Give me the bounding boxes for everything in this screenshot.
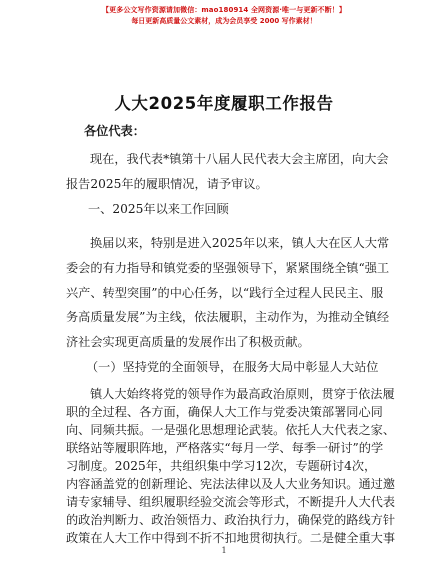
body-line: 的政治判断力、政治领悟力、政治执行力，确保党的路线方针 xyxy=(66,513,396,527)
body-line: 内容涵盖党的创新理论、宪法法律以及人大业务知识。通过邀 xyxy=(66,477,396,491)
body-line: 换届以来，特别是进入2025年以来，镇人大在区人大常 xyxy=(90,236,390,250)
page-number: 1 xyxy=(221,546,227,555)
subsection-heading: （一）坚持党的全面领导，在服务大局中彰显人大站位 xyxy=(86,360,379,374)
body-line: 政策在人大工作中得到不折不扣地贯彻执行。二是健全重大事 xyxy=(66,531,396,545)
body-line: 习制度。2025年，共组织集中学习12次，专题研讨4次， xyxy=(66,459,377,473)
body-line: 济社会实现更高质量的发展作出了积极贡献。 xyxy=(66,335,310,349)
body-line: 镇人大始终将党的领导作为最高政治原则，贯穿于依法履 xyxy=(90,387,395,401)
body-line: 报告2025年的履职情况，请予审议。 xyxy=(66,177,268,191)
body-line: 现在，我代表*镇第十八届人民代表大会主席团，向大会 xyxy=(90,152,389,166)
promo-banner xyxy=(0,6,448,26)
body-line: 联络站等履职阵地，严格落实“每月一学、每季一研讨”的学 xyxy=(66,441,384,455)
body-line: 请专家辅导、组织履职经验交流会等形式，不断提升人大代表 xyxy=(66,495,396,509)
body-line: 务高质量发展”为主线，依法履职，主动作为，为推动全镇经 xyxy=(66,310,390,324)
body-line: 兴产、转型突围”的中心任务，以“践行全过程人民民主、服 xyxy=(66,286,384,300)
body-line: 向、同频共振。一是强化思想理论武装。依托人大代表之家、 xyxy=(66,423,396,437)
promo-banner-line2: 每日更新高质量公文素材，成为会员享受 2000 写作素材！ xyxy=(131,17,317,25)
document-title: 人大2025年度履职工作报告 xyxy=(114,94,334,113)
body-line: 委会的有力指导和镇党委的坚强领导下，紧紧围绕全镇“强工 xyxy=(66,261,390,275)
salutation: 各位代表： xyxy=(84,124,145,138)
body-line: 职的全过程、各方面，确保人大工作与党委决策部署同心同 xyxy=(66,405,383,419)
section-heading: 一、2025年以来工作回顾 xyxy=(88,202,229,216)
promo-banner-line1: 【更多公文写作资源请加微信：mao180914 全网资源·唯一与更新不断！】 xyxy=(102,6,346,14)
